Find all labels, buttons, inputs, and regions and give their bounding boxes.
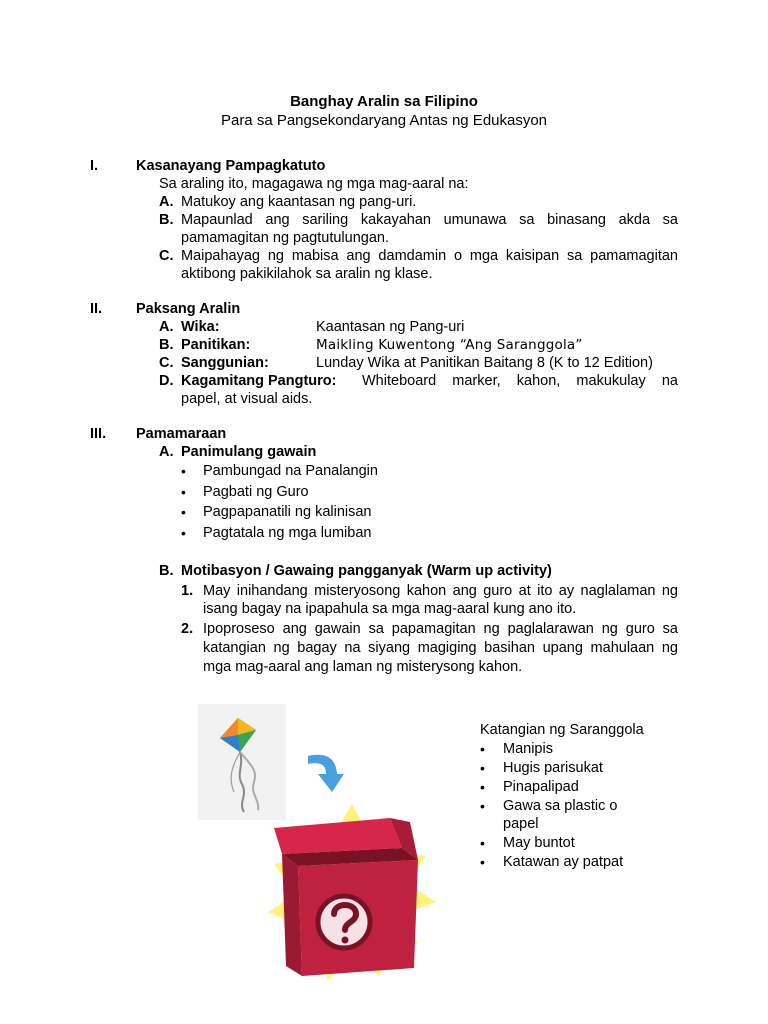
procedure-b-letter: B. xyxy=(159,563,174,579)
katangian-item: May buntot xyxy=(503,835,575,851)
bullet-icon: • xyxy=(181,525,186,541)
bullet-icon: • xyxy=(480,854,485,870)
topic-b-letter: B. xyxy=(159,337,174,353)
bullet-icon: • xyxy=(480,798,485,814)
katangian-item: papel xyxy=(503,816,539,832)
objective-b-text-line1: Mapaunlad ang sariling kakayahan umunawa sa binasang akda sa xyxy=(181,212,678,228)
step-1-number: 1. xyxy=(181,583,194,599)
katangian-item: Manipis xyxy=(503,741,553,757)
step-1-text-line1: May inihandang misteryosong kahon ang guro at ito ay naglalaman ng xyxy=(203,583,678,599)
objective-a-letter: A. xyxy=(159,194,174,210)
objective-c-letter: C. xyxy=(159,248,174,264)
topic-a-value: Kaantasan ng Pang-uri xyxy=(316,319,465,335)
section-2-heading: Paksang Aralin xyxy=(136,301,241,317)
section-1-number: I. xyxy=(90,158,99,174)
step-2-text-line2: katangian ng bagay na siyang magiging basihan upang mahulaan ng xyxy=(203,640,678,656)
topic-a-letter: A. xyxy=(159,319,174,335)
procedure-a-heading: Panimulang gawain xyxy=(181,444,317,460)
topic-d-letter: D. xyxy=(159,373,174,389)
objective-c-text-line2: aktibong pakikilahok sa aralin ng klase. xyxy=(181,266,433,282)
topic-c-label: Sanggunian: xyxy=(181,355,269,371)
katangian-item: Pinapalipad xyxy=(503,779,579,795)
bullet-icon: • xyxy=(181,504,186,520)
activity-item: Pagpapanatili ng kalinisan xyxy=(203,504,372,520)
procedure-a-letter: A. xyxy=(159,444,174,460)
bullet-icon: • xyxy=(181,484,186,500)
section-3-heading: Pamamaraan xyxy=(136,426,227,442)
objective-a-text: Matukoy ang kaantasan ng pang-uri. xyxy=(181,194,417,210)
section-1-heading: Kasanayang Pampagkatuto xyxy=(136,158,326,174)
mystery-box-illustration xyxy=(262,800,442,986)
objective-b-text-line2: pamamagitan ng pagtutulungan. xyxy=(181,230,389,246)
topic-b-value: Maikling Kuwentong “Ang Saranggola” xyxy=(316,337,583,353)
topic-d-value-line1: Whiteboard marker, kahon, makukulay na xyxy=(362,373,678,389)
document-subtitle: Para sa Pangsekondaryang Antas ng Edukasyon xyxy=(220,112,548,129)
procedure-b-heading: Motibasyon / Gawaing pangganyak (Warm up activity) xyxy=(181,563,552,579)
topic-c-letter: C. xyxy=(159,355,174,371)
document-title: Banghay Aralin sa Filipino xyxy=(290,93,478,110)
step-2-text-line1: Ipoproseso ang gawain sa papamagitan ng paglalarawan ng guro sa xyxy=(203,621,678,637)
objective-c-text-line1: Maipahayag ng mabisa ang damdamin o mga kaisipan sa pamamagitan xyxy=(181,248,678,264)
topic-d-value-line2: papel, at visual aids. xyxy=(181,391,313,407)
bullet-icon: • xyxy=(480,741,485,757)
topic-c-value: Lunday Wika at Panitikan Baitang 8 (K to 12 Edition) xyxy=(316,355,653,371)
topic-a-label: Wika: xyxy=(181,319,220,335)
section-2-number: II. xyxy=(90,301,103,317)
bullet-icon: • xyxy=(480,835,485,851)
step-2-number: 2. xyxy=(181,621,194,637)
arrow-down-icon xyxy=(306,746,348,794)
section-3-number: III. xyxy=(90,426,107,442)
step-2-text-line3: mga mag-aaral ang laman ng misterysong kahon. xyxy=(203,659,523,675)
topic-b-label: Panitikan: xyxy=(181,337,251,353)
objective-b-letter: B. xyxy=(159,212,174,228)
topic-d-label: Kagamitang Pangturo: xyxy=(181,373,337,389)
katangian-item: Gawa sa plastic o xyxy=(503,798,618,814)
section-1-intro: Sa araling ito, magagawa ng mga mag-aaral na: xyxy=(159,176,469,192)
bullet-icon: • xyxy=(181,463,186,479)
katangian-title: Katangian ng Saranggola xyxy=(480,722,644,738)
bullet-icon: • xyxy=(480,760,485,776)
bullet-icon: • xyxy=(480,779,485,795)
activity-item: Pagtatala ng mga lumiban xyxy=(203,525,372,541)
katangian-item: Hugis parisukat xyxy=(503,760,603,776)
activity-item: Pambungad na Panalangin xyxy=(203,463,378,479)
step-1-text-line2: isang bagay na ipapahula sa mga mag-aaral kung ano ito. xyxy=(203,601,577,617)
activity-item: Pagbati ng Guro xyxy=(203,484,309,500)
katangian-item: Katawan ay patpat xyxy=(503,854,624,870)
